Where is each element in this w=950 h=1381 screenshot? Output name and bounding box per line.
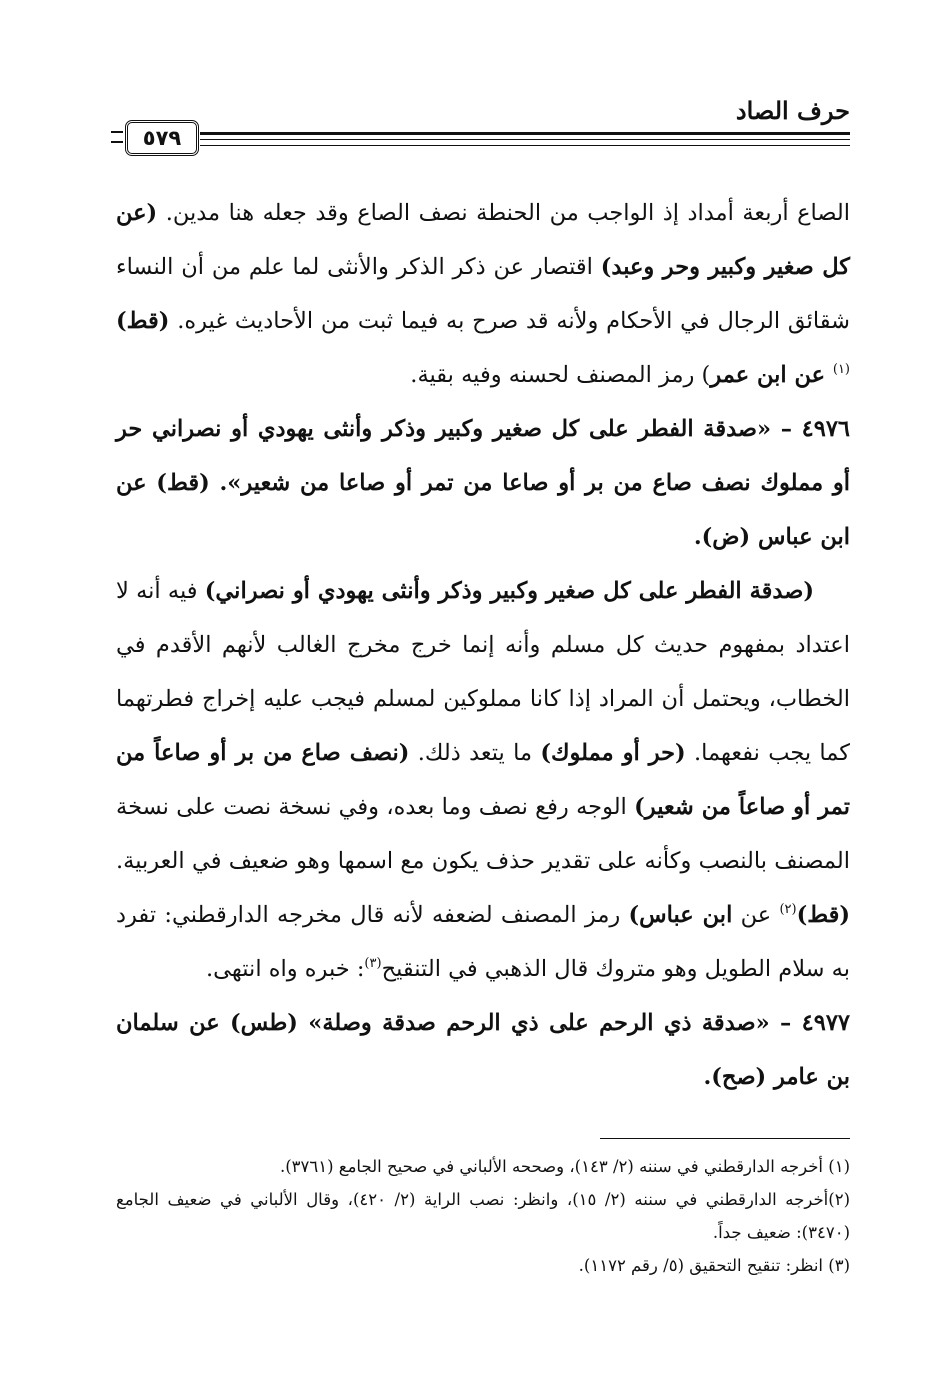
text-span: : خبره واه انتهى. [205,956,365,982]
paragraph-commentary-1 [116,186,850,402]
footnote-marker-1[interactable]: (١) [832,362,850,377]
running-title: حرف الصاد [735,96,850,125]
text-span: الصاع أربعة أمداد إذ الواجب من الحنطة نصف الصاع وقد جعله هنا مدين. [165,200,850,226]
header-rule [200,132,850,146]
footnote-1: (١) أخرجه الدارقطني في سننه (٢/ ١٤٣)، وصححه الألباني في صحيح الجامع (٣٧٦١). [279,1157,850,1176]
hadith-4976: ٤٩٧٦ – «صدقة الفطر على كل صغير وكبير وذكر وأنثى يهودي أو نصراني حر أو مملوك نصف صاع من بر أو صاعا من تمر أو صاعا من شعير». (قط) عن ابن عباس (ض). [116,416,850,550]
text-span: فيه أنه لا اعتداد بمفهوم حديث كل مسلم وأنه إنما خرج مخرج الغالب لأنهم الأقدم في الخطاب، ويحتمل أن المراد إذا كانا مملوكين لمسلم فيجب عليه إخراج فطرتهما كما يجب نفعهما. [116,578,850,766]
footnotes [116,1150,850,1282]
page-number-ornament [111,131,123,143]
text-span: رمز المصنف لضعفه لأنه قال مخرجه الدارقطني: تفرد به سلام الطويل وهو متروك قال الذهبي في التنقيح [116,902,850,982]
footnote-2: (٢)أخرجه الدارقطني في سننه (٢/ ١٥)، وانظر: نصب الراية (٢/ ٤٢٠)، وقال الألباني في ضعيف الجامع (٣٤٧٠): ضعيف جداً. [116,1190,850,1242]
source-code: (قط) [796,902,851,928]
text-span: ما يتعد ذلك. [409,740,541,766]
bold-quote: (عن كل صغير وكبير وحر وعبد) [116,200,850,280]
source-code: (قط) [116,308,170,334]
text-span: عن [732,902,780,928]
main-text [116,186,850,1104]
text-span: ) رمز المصنف لحسنه وفيه بقية. [410,362,711,388]
bold-quote: (صدقة الفطر على كل صغير وكبير وذكر وأنثى يهودي أو نصراني) [204,578,814,604]
text-span: اقتصار عن ذكر الذكر والأنثى لما علم من أن النساء شقائق الرجال في الأحكام ولأنه قد صرح به فيما ثبت من الأحاديث غيره. [116,254,850,334]
narrator: عن ابن عمر [710,362,833,388]
footnote-3: (٣) انظر: تنقيح التحقيق (٥/ رقم ١١٧٢). [578,1256,850,1275]
footnote-marker-2[interactable]: (٢) [779,902,797,917]
text-span: الوجه رفع نصف وما بعده، وفي نسخة نصت على نسخة المصنف بالنصب وكأنه على تقدير حذف يكون مع اسمها وهو ضعيف في العربية. [116,794,850,874]
bold-quote: (نصف صاع من بر أو صاعاً من تمر أو صاعاً من شعير) [116,740,850,820]
narrator: ابن عباس) [628,902,733,928]
page-number: ٥٧٩ [125,120,199,156]
hadith-4977: ٤٩٧٧ – «صدقة ذي الرحم على ذي الرحم صدقة وصلة» (طس) عن سلمان بن عامر (صح). [116,1010,850,1090]
footnote-separator [600,1138,850,1139]
paragraph-commentary-2 [116,564,850,996]
footnote-marker-3[interactable]: (٣) [364,956,382,971]
bold-quote: (حر أو مملوك) [540,740,686,766]
